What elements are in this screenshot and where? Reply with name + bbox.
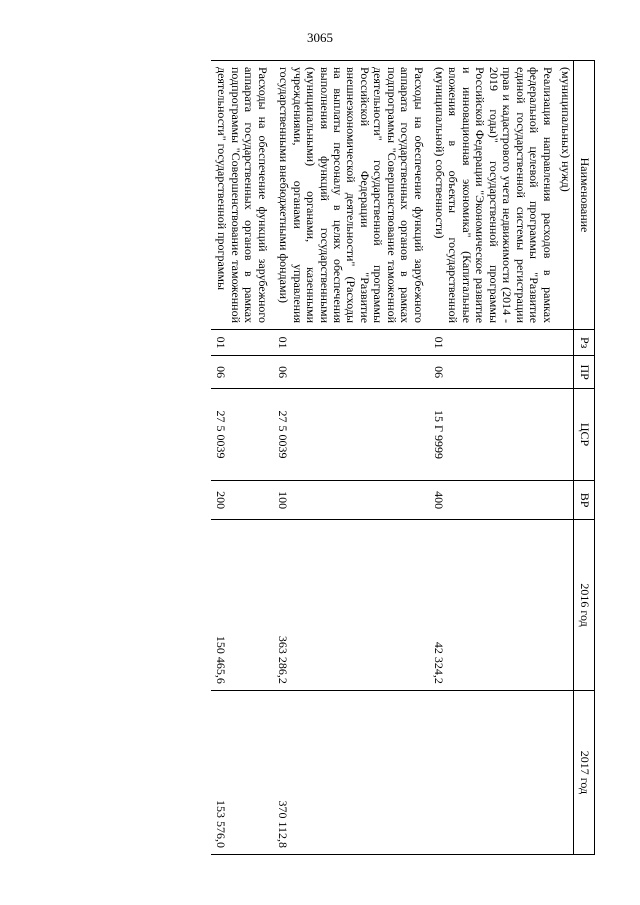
row-pr: 06 bbox=[429, 356, 558, 389]
row-rz bbox=[558, 330, 574, 356]
header-vr: ВР bbox=[574, 480, 595, 519]
row-name: Расходы на обеспечение функций зарубежного аппарата государственных органов в рамках подпрограммы "Совершенствование таможенной деятельности" государственной программы Российской Федерации "Развитие внешнеэкономической деятельности" (Расходы на выплаты персоналу в целях обеспечения выполнения функций государственными (муниципальными) органами, казенными учреждениями, органами управления государственными внебюджетными фондами) bbox=[273, 61, 429, 330]
row-vr bbox=[558, 480, 574, 519]
row-name: (муниципальных) нужд) bbox=[558, 61, 574, 330]
row-pr: 06 bbox=[211, 356, 273, 389]
table-row bbox=[429, 61, 558, 855]
page-number: 3065 bbox=[307, 30, 333, 45]
rotated-table-container bbox=[105, 60, 595, 855]
budget-table bbox=[211, 60, 595, 855]
row-2017: 370 112,8 bbox=[273, 690, 429, 854]
header-2017: 2017 год bbox=[574, 690, 595, 854]
header-rz: Рз bbox=[574, 330, 595, 356]
row-2016: 363 286,2 bbox=[273, 520, 429, 691]
row-name: Расходы на обеспечение функций зарубежного аппарата государственных органов в рамках подпрограммы "Совершенствование таможенной деятельности" государственной программы bbox=[211, 61, 273, 330]
table-header-row bbox=[574, 61, 595, 855]
row-2017 bbox=[429, 690, 558, 854]
row-csr bbox=[558, 389, 574, 481]
row-csr: 15 Г 9999 bbox=[429, 389, 558, 481]
header-pr: ПР bbox=[574, 356, 595, 389]
row-name: Реализация направления расходов в рамках федеральной целевой программы "Развитие единой государственной системы регистрации прав и кадастрового учета недвижимости (2014 - 2019 годы)" государственной программы Российской Федерации "Экономическое развитие и инновационная экономика" (Капитальные вложения в объекты государственной (муниципальной) собственности) bbox=[429, 61, 558, 330]
row-pr: 06 bbox=[273, 356, 429, 389]
row-2017: 153 576,0 bbox=[211, 690, 273, 854]
row-2017 bbox=[558, 690, 574, 854]
row-2016 bbox=[558, 520, 574, 691]
table-row bbox=[273, 61, 429, 855]
table-row bbox=[558, 61, 574, 855]
header-name: Наименование bbox=[574, 61, 595, 330]
header-2016: 2016 год bbox=[574, 520, 595, 691]
row-rz: 01 bbox=[429, 330, 558, 356]
table-row bbox=[211, 61, 273, 855]
row-vr: 100 bbox=[273, 480, 429, 519]
row-vr: 400 bbox=[429, 480, 558, 519]
row-vr: 200 bbox=[211, 480, 273, 519]
row-rz: 01 bbox=[273, 330, 429, 356]
row-2016: 42 324,2 bbox=[429, 520, 558, 691]
row-2016: 150 465,6 bbox=[211, 520, 273, 691]
header-csr: ЦСР bbox=[574, 389, 595, 481]
row-csr: 27 5 0039 bbox=[211, 389, 273, 481]
row-pr bbox=[558, 356, 574, 389]
row-rz: 01 bbox=[211, 330, 273, 356]
row-csr: 27 5 0039 bbox=[273, 389, 429, 481]
